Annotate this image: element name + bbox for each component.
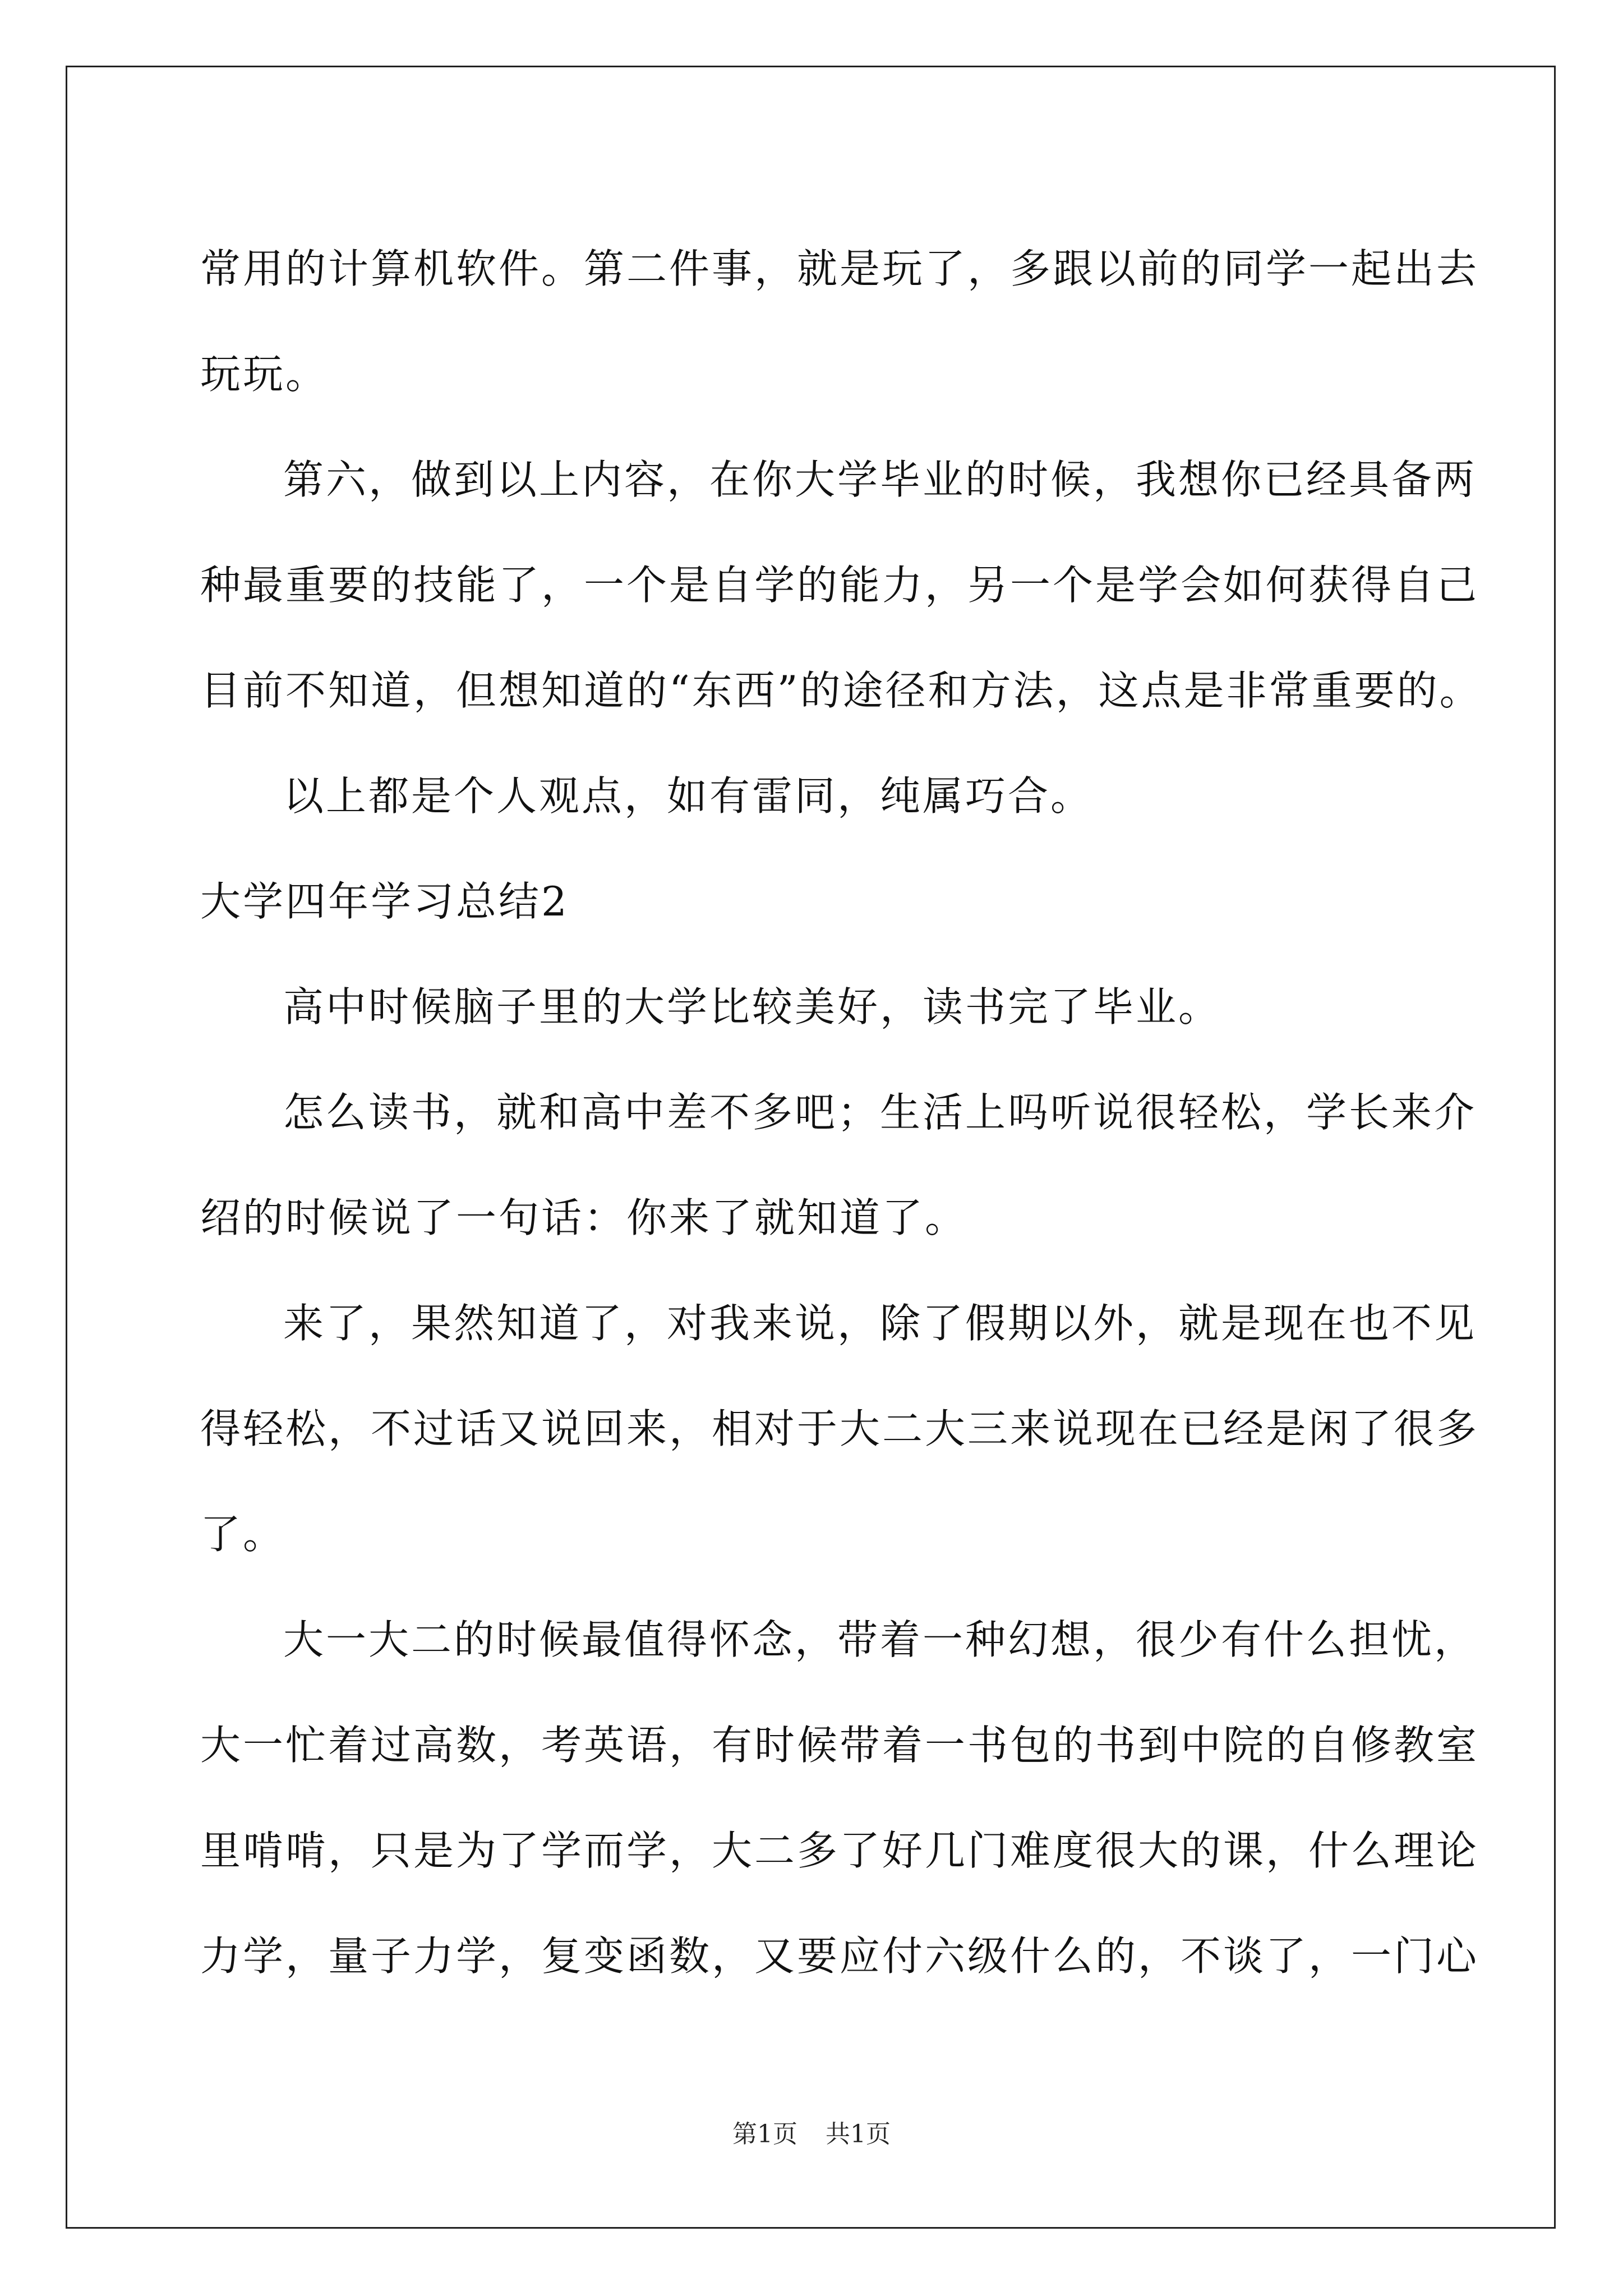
paragraph-start: 大一大二的时候最值得怀念，带着一种幻想，很少有什么担忧， xyxy=(283,1616,1477,1663)
text-line: 大一忙着过高数，考英语，有时候带着一书包的书到中院的自修教室 xyxy=(200,1722,1479,1769)
paragraph-start: 高中时候脑子里的大学比较美好，读书完了毕业。 xyxy=(283,983,1221,1030)
text-line: 了。 xyxy=(200,1511,286,1558)
text-line: 目前不知道，但想知道的“东西”的途径和方法，这点是非常重要的。 xyxy=(200,667,1482,714)
page-number: 第1页 xyxy=(732,2120,797,2148)
paragraph-start: 以上都是个人观点，如有雷同，纯属巧合。 xyxy=(283,772,1094,820)
page-footer xyxy=(0,2118,1623,2151)
text-line: 力学，量子力学，复变函数，又要应付六级什么的，不谈了，一门心 xyxy=(200,1932,1479,1980)
text-line: 里啃啃，只是为了学而学，大二多了好几门难度很大的课，什么理论 xyxy=(200,1827,1479,1874)
text-line: 常用的计算机软件。第二件事，就是玩了，多跟以前的同学一起出去 xyxy=(200,245,1479,292)
section-heading: 大学四年学习总结2 xyxy=(200,878,569,925)
text-line: 得轻松，不过话又说回来，相对于大二大三来说现在已经是闲了很多 xyxy=(200,1405,1479,1452)
text-line: 绍的时候说了一句话：你来了就知道了。 xyxy=(200,1194,968,1241)
paragraph-start: 怎么读书，就和高中差不多吧；生活上吗听说很轻松，学长来介 xyxy=(283,1089,1477,1136)
paragraph-start: 第六，做到以上内容，在你大学毕业的时候，我想你已经具备两 xyxy=(283,456,1477,503)
text-line: 种最重要的技能了，一个是自学的能力，另一个是学会如何获得自己 xyxy=(200,562,1479,609)
document-body xyxy=(200,216,1482,2009)
paragraph-start: 来了，果然知道了，对我来说，除了假期以外，就是现在也不见 xyxy=(283,1300,1477,1347)
page-total: 共1页 xyxy=(826,2120,891,2148)
text-line: 玩玩。 xyxy=(200,351,329,398)
